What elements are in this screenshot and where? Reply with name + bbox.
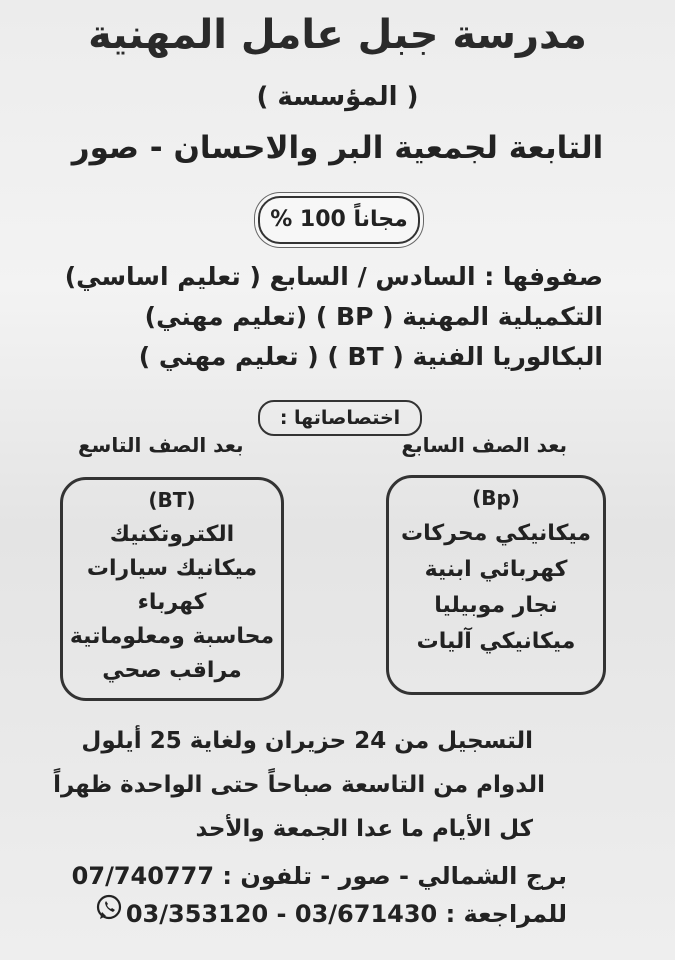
bt-code: (BT) [148, 488, 196, 512]
bp-list [389, 516, 603, 660]
school-subtitle: ( المؤسسة ) [256, 82, 419, 112]
bp-specializations-box [386, 475, 606, 695]
list-item: ميكانيكي آليات [416, 629, 576, 654]
contact-phones: للمراجعة : 03/671430 - 03/353120 [125, 900, 567, 928]
registration-dates: التسجيل من 24 حزيران ولغاية 25 أيلول [81, 728, 533, 754]
address-phone: برج الشمالي - صور - تلفون : 07/740777 [71, 862, 567, 890]
list-item: كهربائي ابنية [424, 557, 568, 582]
working-days: كل الأيام ما عدا الجمعة والأحد [195, 816, 533, 842]
bt-specializations-box [60, 477, 284, 701]
bp-code: (Bp) [472, 486, 520, 510]
list-item: ميكانيكي محركات [401, 521, 591, 546]
after-seventh-grade-heading: بعد الصف السابع [401, 433, 567, 457]
list-item: نجار موبيليا [434, 593, 558, 618]
list-item: محاسبة ومعلوماتية [69, 624, 275, 649]
school-title: مدرسة جبل عامل المهنية [88, 12, 587, 58]
bt-program-line: البكالوريا الفنية ( BT ) ( تعليم مهني ) [138, 342, 603, 371]
list-item: مراقب صحي [102, 658, 242, 683]
specializations-label: اختصاصاتها : [258, 400, 422, 436]
bp-program-line: التكميلية المهنية ( BP ) (تعليم مهني) [144, 302, 603, 331]
affiliation-line: التابعة لجمعية البر والاحسان - صور [71, 130, 604, 166]
working-hours: الدوام من التاسعة صباحاً حتى الواحدة ظهراً [53, 772, 545, 798]
grades-line: صفوفها : السادس / السابع ( تعليم اساسي) [64, 262, 603, 291]
free-tuition-badge: مجاناً 100 % [258, 196, 420, 244]
list-item: كهرباء [137, 590, 207, 615]
list-item: ميكانيك سيارات [86, 556, 258, 581]
list-item: الكتروتكنيك [109, 522, 235, 547]
bt-list [63, 518, 281, 688]
after-ninth-grade-heading: بعد الصف التاسع [78, 433, 244, 457]
whatsapp-icon [94, 893, 124, 923]
